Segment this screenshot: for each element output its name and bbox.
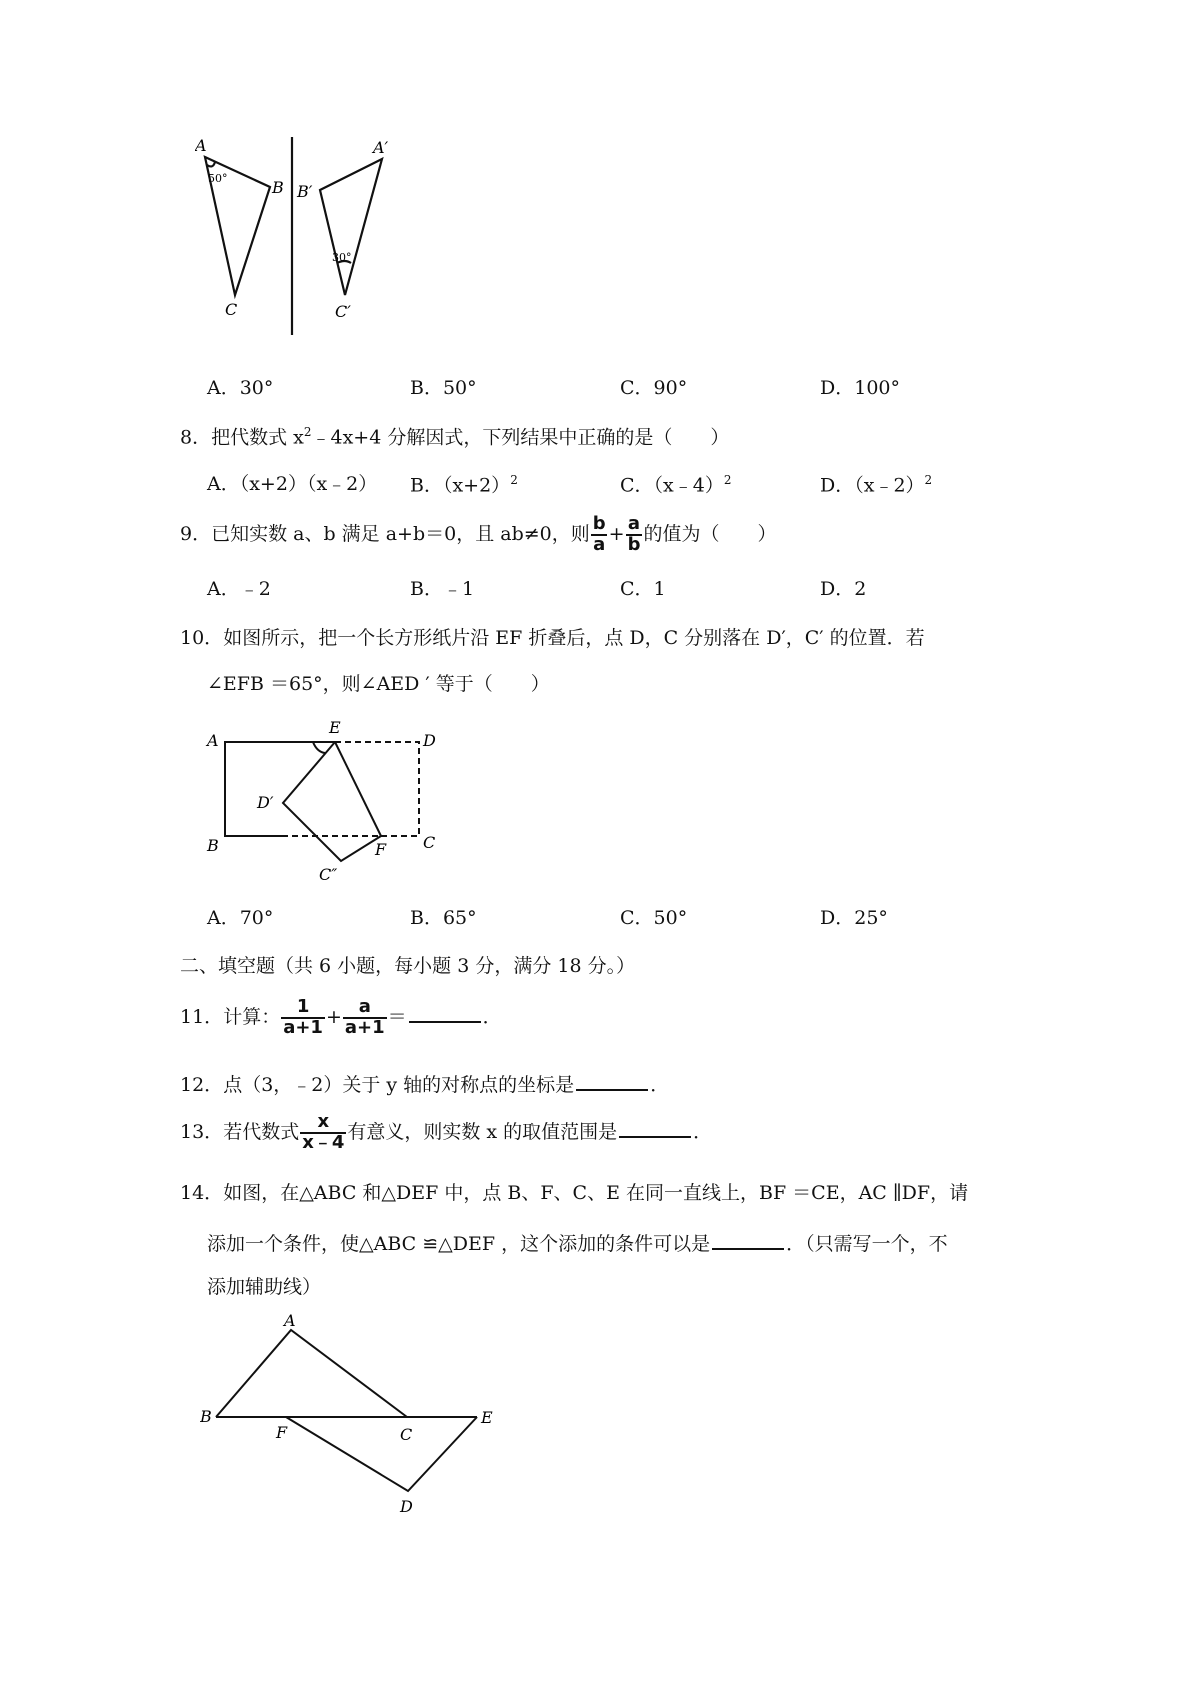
triangle-def [286, 1417, 477, 1491]
q8-option-b: B．$(x+2)^2$ [410, 473, 518, 497]
q9-fraction-b-over-a: $\frac{b}{a}$ [592, 513, 606, 555]
label-c-double-prime: C″ [319, 865, 338, 883]
q9-number: 9． [180, 522, 212, 545]
q10-option-c: C．50° [620, 907, 688, 929]
rect-dashed-edges [335, 742, 419, 836]
label-a-prime: A′ [373, 138, 389, 157]
label-a: A [284, 1311, 296, 1330]
q7-option-d: D．100° [820, 377, 900, 399]
label-b: B [200, 1407, 212, 1426]
label-b: B [207, 836, 219, 855]
q8-option-d: D．（x﹣2）$^2$ [820, 473, 933, 497]
q7-figure [195, 135, 415, 355]
q13-answer-blank [619, 1117, 691, 1138]
label-d: D [400, 1497, 413, 1516]
angle-left-label: 50° [208, 172, 228, 185]
fold-line-ef [335, 742, 381, 836]
q12-question: 12．点（3，﹣2）关于 y 轴的对称点的坐标是 ． [180, 1070, 669, 1097]
q12-number: 12． [180, 1074, 224, 1096]
q11-number: 11． [180, 1005, 224, 1028]
q14-question-line3: 添加辅助线） [207, 1276, 322, 1298]
folded-flap [283, 742, 381, 861]
q13-fraction: $\frac{x}{x﹣4}$ [302, 1111, 345, 1153]
q14-question-line1: 14．如图，在△ABC 和△DEF 中，点 B、F、C、E 在同一直线上，BF ＝CE，AC ∥DF，请 [180, 1182, 969, 1204]
q13-question: 13．若代数式 $\frac{x}{x﹣4}$ 有意义，则实数 x 的取值范围是 ． [180, 1111, 713, 1153]
section-2-heading: 二、填空题（共 6 小题，每小题 3 分，满分 18 分。） [180, 955, 636, 977]
q8-number: 8． [180, 426, 212, 449]
q9-option-d: D．2 [820, 578, 867, 600]
label-e: E [329, 718, 341, 737]
label-a: A [207, 731, 219, 750]
q9-option-b: B．﹣1 [410, 578, 475, 600]
q10-number: 10． [180, 627, 224, 649]
q9-option-c: C．1 [620, 578, 666, 600]
q12-answer-blank [576, 1070, 648, 1091]
q14-figure [200, 1310, 500, 1530]
q14-number: 14． [180, 1182, 224, 1204]
label-c: C [225, 300, 238, 319]
q14-question-line2: 添加一个条件，使△ABC ≌△DEF ，这个添加的条件可以是 ．（只需写一个，不 [207, 1229, 948, 1256]
label-b: B [272, 178, 284, 197]
q11-fraction-2: $\frac{a}{a+1}$ [344, 996, 385, 1038]
q7-option-a: A．30° [207, 377, 274, 399]
q11-answer-blank [409, 1002, 481, 1023]
label-f: F [375, 840, 387, 859]
q11-fraction-1: $\frac{1}{a+1}$ [283, 996, 323, 1038]
triangle-abc [216, 1330, 407, 1417]
q8-question: 8．把代数式 $x^2﹣4x+4$ 分解因式，下列结果中正确的是（ ） [180, 425, 730, 449]
label-c-prime: C′ [335, 302, 351, 321]
q9-fraction-a-over-b: $\frac{a}{b}$ [627, 513, 641, 555]
label-b-prime: B′ [297, 182, 313, 201]
rect-solid-edges [225, 742, 335, 836]
label-e: E [481, 1408, 493, 1427]
q10-option-d: D．25° [820, 907, 888, 929]
q10-option-a: A．70° [207, 907, 274, 929]
q9-question: 9．已知实数 a、b 满足 a+b＝0，且 ab≠0，则 $\frac{b}{a}$ + $\frac{a}{b}$ 的值为（ ） [180, 513, 777, 555]
q7-option-c: C．90° [620, 377, 688, 399]
q13-number: 13． [180, 1120, 224, 1143]
q10-question-line2: ∠EFB ＝65°，则∠AED ′ 等于（ ） [207, 673, 550, 695]
label-c: C [423, 833, 436, 852]
q10-option-b: B．65° [410, 907, 477, 929]
q11-question: 11．计算： $\frac{1}{a+1}$ + $\frac{a}{a+1}$ ＝ ． [180, 996, 502, 1038]
q10-question-line1: 10．如图所示，把一个长方形纸片沿 EF 折叠后，点 D，C 分别落在 D′，C′ 的位置．若 [180, 627, 925, 649]
q8-option-c: C．（x﹣4）$^2$ [620, 473, 732, 497]
label-a: A [195, 136, 207, 155]
q8-option-a: A．（x+2）（x﹣2） [207, 473, 378, 495]
label-c: C [400, 1425, 413, 1444]
q10-figure [195, 718, 445, 883]
label-d-prime: D′ [257, 793, 274, 812]
label-d: D [423, 731, 436, 750]
triangle-a1b1c1 [320, 159, 382, 295]
q9-option-a: A．﹣2 [207, 578, 271, 600]
label-f: F [276, 1423, 288, 1442]
q7-option-b: B．50° [410, 377, 477, 399]
angle-right-label: 30° [332, 251, 352, 264]
q14-answer-blank [712, 1229, 784, 1250]
